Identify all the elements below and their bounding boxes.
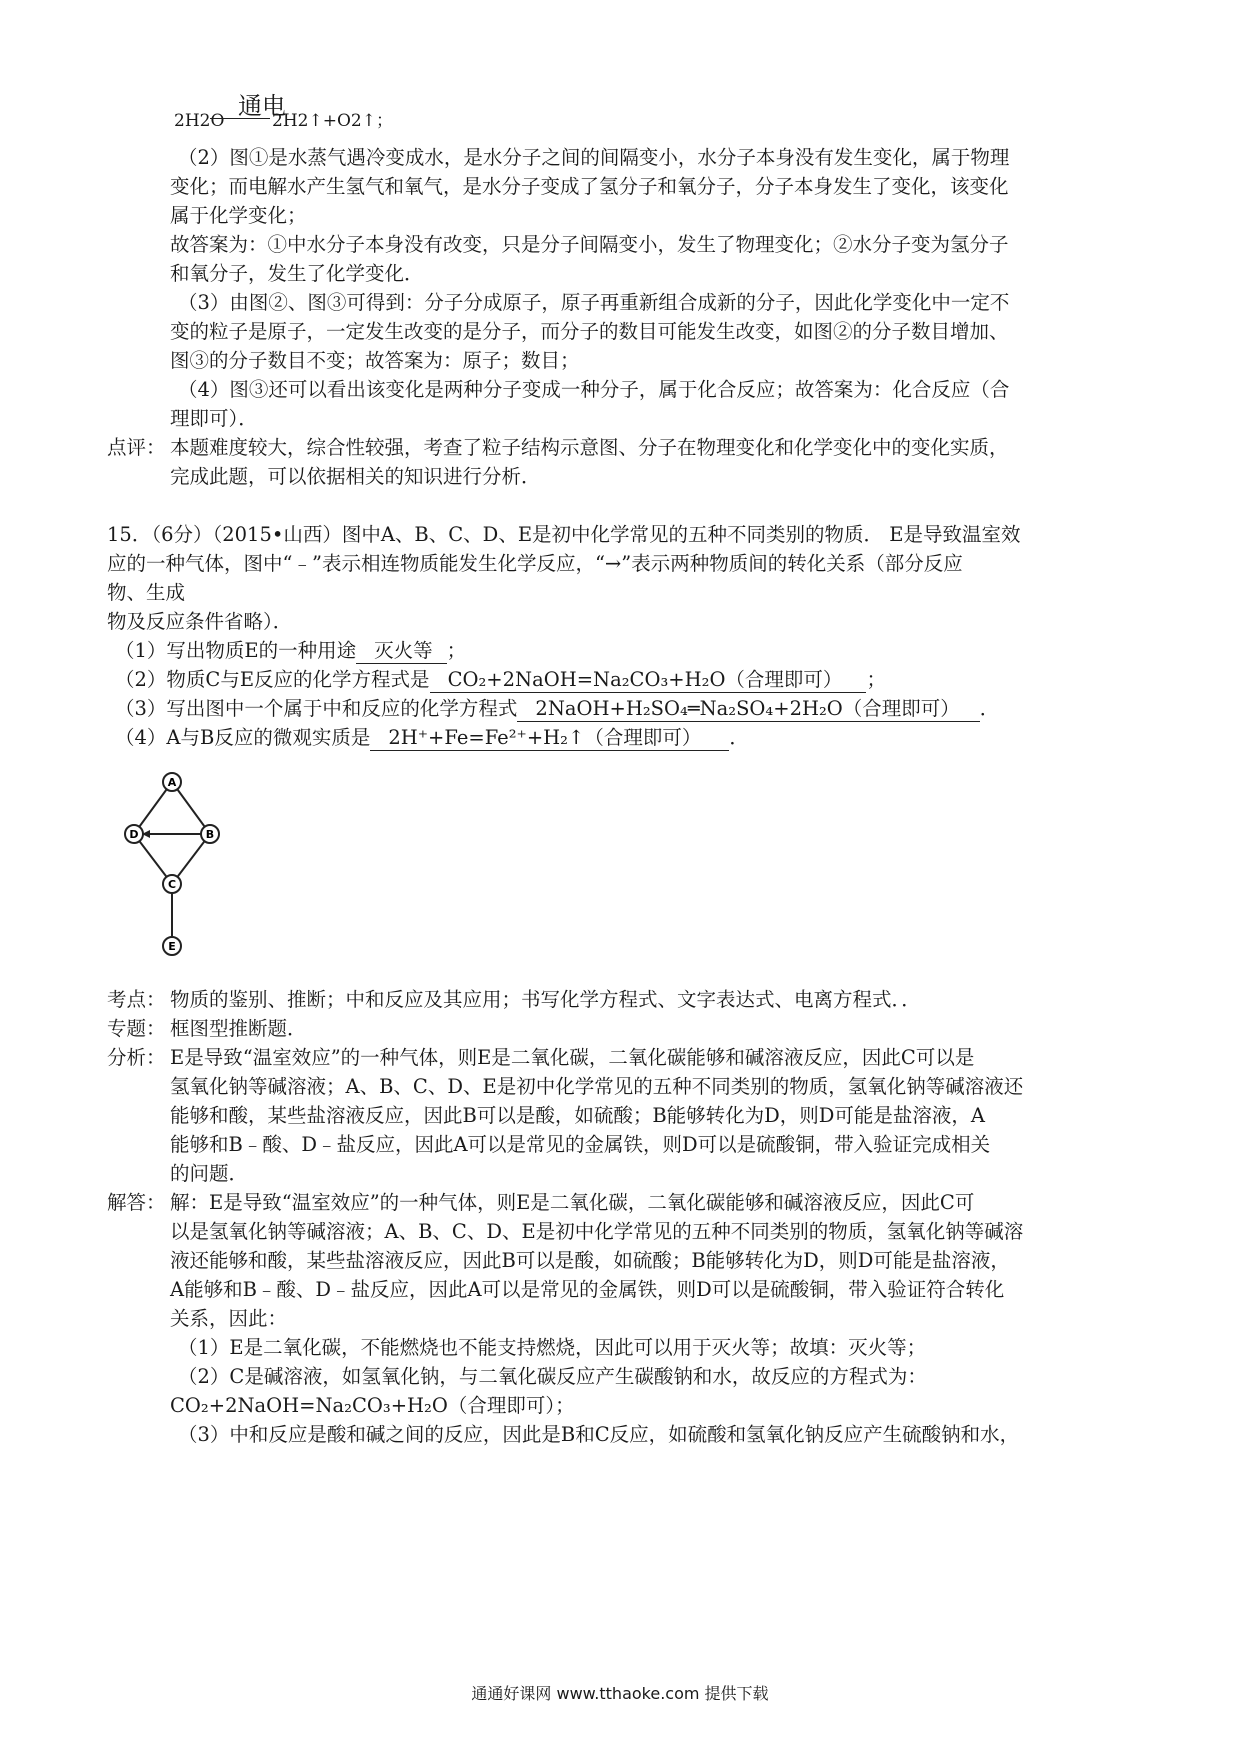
comment-label: 点评： <box>107 436 166 459</box>
fenxi-line: 能够和酸，某些盐溶液反应，因此B可以是酸，如硫酸；B能够转化为D，则D可能是盐溶液，A <box>170 1104 986 1127</box>
q15-stem-line: 15．（6分）（2015•山西）图中A、B、C、D、E是初中化学常见的五种不同类别的物质． E是导致温室效 <box>107 523 1021 546</box>
equation-right: 2H2↑+O2↑； <box>272 111 393 131</box>
equation-bar <box>210 118 270 119</box>
q15-sub1-suffix: ； <box>446 639 467 662</box>
q15-sub4-suffix: ． <box>729 726 749 749</box>
q15-sub1-answer: 灭火等 <box>356 639 447 664</box>
fenxi-line: 能够和B﹣酸、D﹣盐反应，因此A可以是常见的金属铁，则D可以是硫酸铜，带入验证完成相关 <box>170 1133 991 1156</box>
q15-sub2-answer: CO₂+2NaOH=Na₂CO₃+H₂O（合理即可） <box>430 668 867 693</box>
fenxi-line: 的问题． <box>170 1162 249 1185</box>
node-b-label: B <box>205 828 215 841</box>
node-d <box>125 825 143 843</box>
node-e <box>163 937 181 955</box>
block1-line: 变化；而电解水产生氢气和氧气，是水分子变成了氢分子和氧分子，分子本身发生了变化，该变化 <box>170 175 1009 198</box>
q15-stem-line: 物、生成 <box>107 581 186 604</box>
q15-sub2 <box>115 665 886 695</box>
q15-sub3-prefix: （3）写出图中一个属于中和反应的化学方程式 <box>115 697 518 720</box>
block1-line: 变的粒子是原子，一定发生改变的是分子，而分子的数目可能发生改变，如图②的分子数目增加、 <box>170 320 1009 343</box>
jieda-line: （2）C是碱溶液，如氢氧化钠，与二氧化碳反应产生碳酸钠和水，故反应的方程式为： <box>178 1365 927 1388</box>
block1-line: 和氧分子，发生了化学变化． <box>170 262 424 285</box>
jieda-line: 液还能够和酸，某些盐溶液反应，因此B可以是酸，如硫酸；B能够转化为D，则D可能是盐溶液， <box>170 1249 1010 1272</box>
q15-sub3-suffix: ． <box>979 697 1000 720</box>
jieda-label: 解答： <box>107 1191 166 1214</box>
jieda-line: 关系，因此： <box>170 1307 288 1330</box>
node-c <box>163 875 181 893</box>
block1-line: 图③的分子数目不变；故答案为：原子；数目； <box>170 349 580 372</box>
comment-line: 完成此题，可以依据相关的知识进行分析． <box>170 465 541 488</box>
node-a <box>163 773 181 791</box>
fenxi-line: 氢氧化钠等碱溶液；A、B、C、D、E是初中化学常见的五种不同类别的物质，氢氧化钠等碱溶液还 <box>170 1075 1024 1098</box>
equation-left: 2H2O <box>174 111 225 131</box>
jieda-line: CO₂+2NaOH=Na₂CO₃+H₂O（合理即可）； <box>170 1394 575 1417</box>
reaction-relationship-diagram <box>110 768 250 968</box>
comment-line: 本题难度较大，综合性较强，考查了粒子结构示意图、分子在物理变化和化学变化中的变化实质， <box>170 436 1009 459</box>
node-d-label: D <box>129 828 139 841</box>
node-a-label: A <box>167 776 177 789</box>
page-footer: 通通好课网 www.tthaoke.com 提供下载 <box>471 1684 769 1703</box>
jieda-line: A能够和B﹣酸、D﹣盐反应，因此A可以是常见的金属铁，则D可以是硫酸铜，带入验证符合转化 <box>170 1278 1005 1301</box>
q15-sub4-answer: 2H⁺+Fe=Fe²⁺+H₂↑（合理即可） <box>370 726 729 751</box>
kaodian-text: 物质的鉴别、推断；中和反应及其应用；书写化学方程式、文字表达式、电离方程式．． <box>170 988 921 1011</box>
jieda-line: （3）中和反应是酸和碱之间的反应，因此是B和C反应，如硫酸和氢氧化钠反应产生硫酸钠和水， <box>178 1423 1020 1446</box>
jieda-line: 以是氢氧化钠等碱溶液；A、B、C、D、E是初中化学常见的五种不同类别的物质，氢氧化钠等碱溶 <box>170 1220 1024 1243</box>
fenxi-label: 分析： <box>107 1046 166 1069</box>
zhuanti-label: 专题： <box>107 1017 166 1040</box>
block1-line: 理即可）． <box>170 407 258 430</box>
block1-line: 故答案为：①中水分子本身没有改变，只是分子间隔变小，发生了物理变化；②水分子变为氢分子 <box>170 233 1009 256</box>
q15-sub1 <box>115 636 466 666</box>
node-e-label: E <box>168 940 176 953</box>
q15-sub3 <box>115 694 999 724</box>
jieda-line: （1）E是二氧化碳，不能燃烧也不能支持燃烧，因此可以用于灭火等；故填：灭火等； <box>178 1336 927 1359</box>
q15-stem-line: 物及反应条件省略）． <box>107 610 293 633</box>
q15-sub2-suffix: ； <box>866 668 886 691</box>
q15-sub4-prefix: （4）A与B反应的微观实质是 <box>115 726 371 749</box>
q15-sub3-answer: 2NaOH+H₂SO₄═Na₂SO₄+2H₂O（合理即可） <box>517 697 979 722</box>
q15-stem-line: 应的一种气体，图中“﹣”表示相连物质能发生化学反应，“→”表示两种物质间的转化关系（部分反应 <box>107 552 963 575</box>
q15-sub1-prefix: （1）写出物质E的一种用途 <box>115 639 357 662</box>
jieda-line: 解：E是导致“温室效应”的一种气体，则E是二氧化碳，二氧化碳能够和碱溶液反应，因此C可 <box>170 1191 975 1214</box>
block1-line: 属于化学变化； <box>170 204 307 227</box>
kaodian-label: 考点： <box>107 988 166 1011</box>
block1-line: （3）由图②、图③可得到：分子分成原子，原子再重新组合成新的分子，因此化学变化中一定不 <box>178 291 1010 314</box>
block1-line: （2）图①是水蒸气遇冷变成水，是水分子之间的间隔变小，水分子本身没有发生变化，属于物理 <box>178 146 1010 169</box>
block1-line: （4）图③还可以看出该变化是两种分子变成一种分子，属于化合反应；故答案为：化合反应（合 <box>178 378 1010 401</box>
q15-sub2-prefix: （2）物质C与E反应的化学方程式是 <box>115 668 430 691</box>
zhuanti-text: 框图型推断题． <box>170 1017 307 1040</box>
node-b <box>201 825 219 843</box>
q15-sub4 <box>115 723 749 753</box>
reaction-condition: 通电 <box>238 92 286 120</box>
fenxi-line: E是导致“温室效应”的一种气体，则E是二氧化碳，二氧化碳能够和碱溶液反应，因此C可以是 <box>170 1046 975 1069</box>
node-c-label: C <box>167 878 177 891</box>
